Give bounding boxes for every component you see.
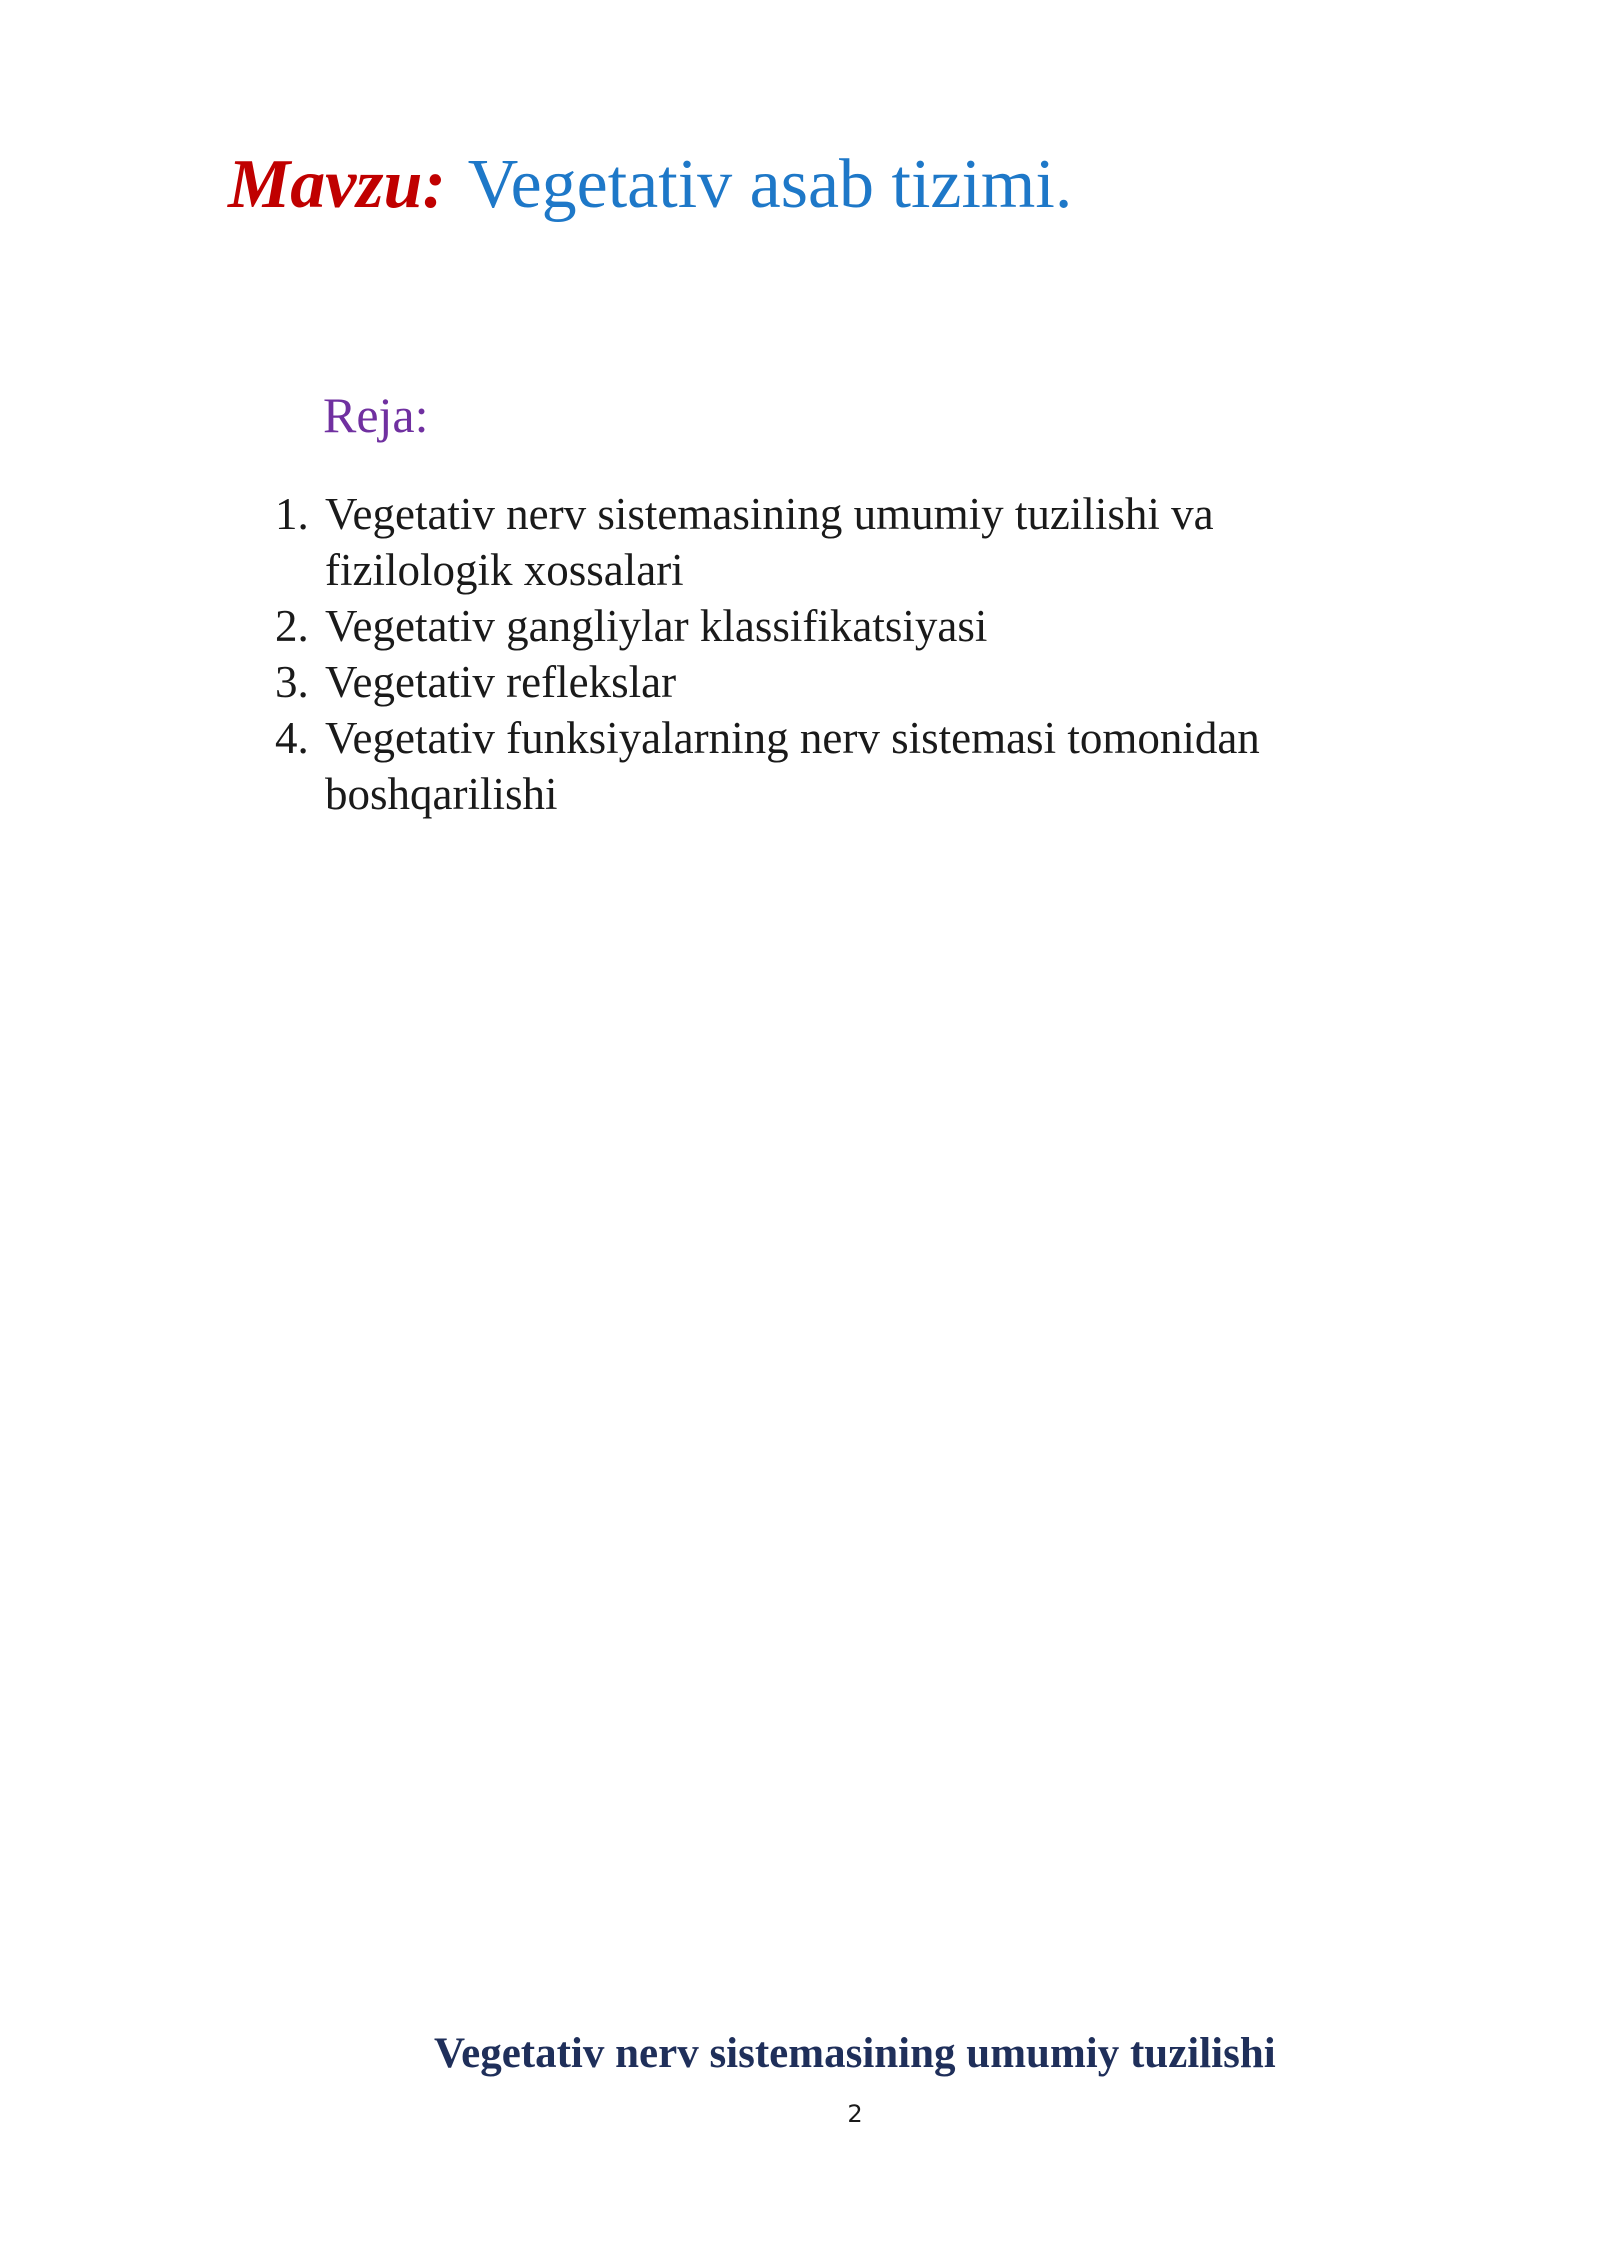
plan-heading: Reja: [323,387,429,443]
page-title [228,146,1073,223]
plan-item-number: 1. [275,489,309,539]
topic-label: Mavzu: [228,146,446,223]
plan-item-text: Vegetativ funksiyalarning nerv sistemasi tomonidan boshqarilishi [325,713,1260,819]
plan-list [275,486,1395,822]
plan-item-number: 3. [275,657,309,707]
section-title: Vegetativ nerv sistemasining umumiy tuzilishi [434,2030,1276,2077]
plan-item [275,710,1395,822]
plan-item-number: 2. [275,601,309,651]
plan-item-text: Vegetativ gangliylar klassifikatsiyasi [325,601,988,651]
plan-item-text: Vegetativ nerv sistemasining umumiy tuzilishi va fizilologik xossalari [325,489,1214,595]
plan-item [275,598,1395,654]
plan-item-text: Vegetativ reflekslar [325,657,677,707]
page-number: 2 [847,2100,863,2128]
topic-title: Vegetativ asab tizimi. [467,146,1073,223]
plan-item [275,654,1395,710]
plan-item-number: 4. [275,713,309,763]
plan-item [275,486,1395,598]
